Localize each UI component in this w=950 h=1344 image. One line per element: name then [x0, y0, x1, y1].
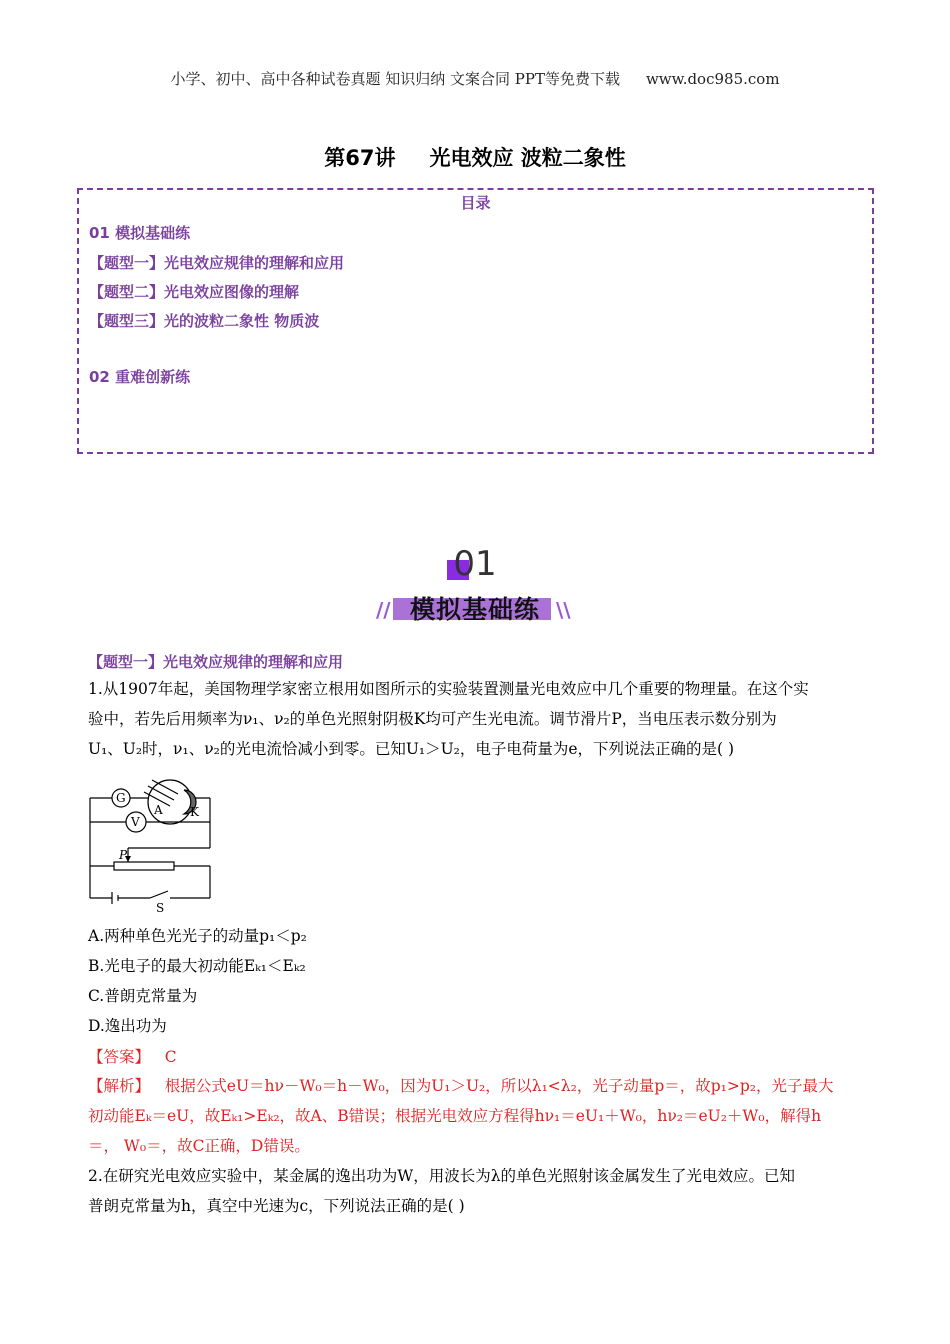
q2-line: 普朗克常量为h，真空中光速为c，下列说法正确的是( ) [88, 1197, 465, 1215]
table-of-contents [77, 188, 874, 454]
q1-line: 1.从1907年起，美国物理学家密立根用如图所示的实验装置测量光电效应中几个重要的物理量。在这个实 [88, 680, 809, 698]
phototube-symbol [148, 780, 192, 824]
section-number: 01 [453, 544, 497, 584]
q1-answer [88, 1045, 177, 1067]
header-text: 小学、初中、高中各种试卷真题 知识归纳 文案合同 PPT等免费下载 [170, 70, 620, 88]
question-1-stem [88, 674, 870, 764]
label-P: P [119, 848, 128, 862]
toc-item[interactable]: 【题型二】光电效应图像的理解 [89, 283, 300, 301]
lecture-topic: 光电效应 波粒二象性 [429, 146, 626, 170]
page-title [0, 142, 950, 172]
toc-item[interactable]: 02 重难创新练 [89, 368, 191, 386]
left-slash-decoration: // [376, 598, 391, 622]
analysis-text: 根据公式eU＝hν－W₀＝h－W₀，因为U₁＞U₂，所以λ₁<λ₂，光子动量p＝，故p₁>p₂，光子最大 [164, 1077, 834, 1095]
circuit-diagram [88, 778, 214, 912]
q1-line: 验中，若先后用频率为ν₁、ν₂的单色光照射阴极K均可产生光电流。调节滑片P，当电压表示数分别为 [88, 710, 777, 728]
toc-item[interactable]: 【题型一】光电效应规律的理解和应用 [89, 254, 345, 272]
right-slash-decoration: \\ [556, 598, 571, 622]
q1-analysis [88, 1071, 870, 1161]
analysis-label: 【解析】 [88, 1077, 151, 1095]
analysis-line: 初动能Eₖ＝eU，故Eₖ₁>Eₖ₂，故A、B错误；根据光电效应方程得hν₁＝eU₁＋W₀，hν₂＝eU₂＋W₀，解得h [88, 1107, 822, 1125]
question-2-stem [88, 1161, 870, 1221]
q2-line: 2.在研究光电效应实验中，某金属的逸出功为W，用波长为λ的单色光照射该金属发生了光电效应。已知 [88, 1167, 796, 1185]
label-S: S [156, 901, 165, 912]
question-type-heading: 【题型一】光电效应规律的理解和应用 [88, 653, 344, 671]
lecture-number: 第67讲 [324, 146, 396, 170]
analysis-line: ＝， W₀＝，故C正确，D错误。 [88, 1137, 310, 1155]
label-A: A [154, 803, 163, 817]
label-G: G [116, 791, 126, 805]
toc-heading: 目录 [460, 194, 491, 212]
q1-option-b[interactable]: B.光电子的最大初动能Eₖ₁＜Eₖ₂ [88, 957, 306, 975]
q1-option-c[interactable]: C.普朗克常量为 [88, 987, 198, 1005]
answer-value: C [164, 1048, 177, 1066]
toc-item[interactable]: 【题型三】光的波粒二象性 物质波 [89, 312, 320, 330]
analysis-line [88, 1071, 870, 1101]
answer-label: 【答案】 [88, 1048, 151, 1066]
q1-option-a[interactable]: A.两种单色光光子的动量p₁＜p₂ [88, 927, 307, 945]
toc-item[interactable]: 01 模拟基础练 [89, 224, 191, 242]
label-K: K [190, 805, 199, 819]
header-url[interactable]: www.doc985.com [645, 70, 780, 88]
section-label: 模拟基础练 [409, 595, 540, 624]
q1-line: U₁、U₂时，ν₁、ν₂的光电流恰减小到零。已知U₁＞U₂，电子电荷量为e，下列说法正确的是( ) [88, 740, 735, 758]
label-V: V [131, 815, 140, 829]
q1-option-d[interactable]: D.逸出功为 [88, 1017, 167, 1035]
page-header [0, 68, 950, 89]
